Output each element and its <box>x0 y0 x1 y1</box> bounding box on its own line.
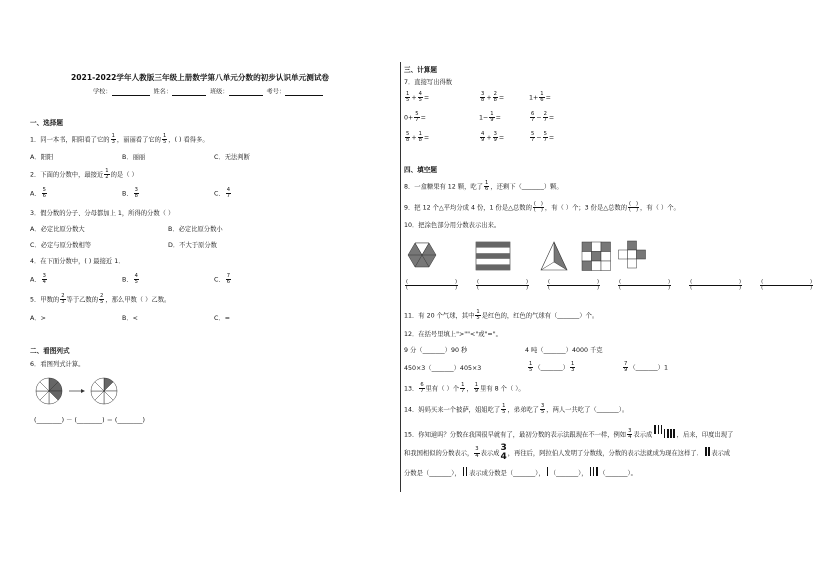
q1-option-c[interactable]: C．无法判断 <box>214 154 250 161</box>
school-field[interactable] <box>112 88 150 96</box>
q12-item-5[interactable]: $\frac{7}{9}$ （_______）1 <box>624 361 668 374</box>
q10-cross-shape <box>618 240 646 274</box>
grid-cell <box>592 261 602 271</box>
q9-fraction-blank-1[interactable]: $\frac{( )}{( )}$ <box>533 201 543 214</box>
calc-item[interactable]: $\frac{5}{8}$ + $\frac{1}{8}$ = <box>406 131 430 144</box>
question-8: 8．一盒糖果有 12 颗，吃了 $\frac{1}{6}$ ，还剩下（_______）颗。 <box>404 180 563 193</box>
q10-shapes <box>404 240 634 274</box>
q6-blank-2[interactable]: (________) <box>74 417 105 424</box>
q4-option-c[interactable]: C． $\frac{7}{6}$ <box>214 273 231 286</box>
question-14: 14．妈妈买来一个披萨，姐姐吃了 $\frac{1}{5}$ ，弟弟吃了 $\frac{3}{5}$ ，两人一共吃了（_______）。 <box>404 403 629 416</box>
q12-item-3[interactable]: 450×3（_______）405×3 <box>404 365 482 372</box>
q1-option-b[interactable]: B．丽丽 <box>122 154 146 161</box>
calc-item[interactable]: $\frac{3}{8}$ + $\frac{2}{8}$ = <box>481 91 505 104</box>
grid-cell <box>601 252 611 262</box>
question-7: 7．直接写出得数 <box>404 79 453 86</box>
calc-item[interactable]: $\frac{6}{7}$ − $\frac{2}{7}$ = <box>531 111 555 124</box>
q6-blank-1[interactable]: (________) <box>34 417 65 424</box>
calc-item[interactable]: 0+ $\frac{5}{7}$ = <box>404 111 426 124</box>
q4-option-a[interactable]: A． $\frac{3}{4}$ <box>30 273 46 286</box>
section-calculation: 三、计算题 <box>404 66 437 74</box>
grid-cell <box>601 242 611 252</box>
grid-cell <box>592 252 602 262</box>
rod-numeral-icon <box>654 425 664 444</box>
q2-option-c[interactable]: C． $\frac{4}{7}$ <box>214 187 231 200</box>
calc-item[interactable]: $\frac{1}{5}$ + $\frac{4}{5}$ = <box>406 91 430 104</box>
calc-item[interactable]: $\frac{4}{9}$ + $\frac{3}{9}$ = <box>481 131 505 144</box>
q10-answer-blanks[interactable]: $\frac{( )}{( )}$ $\frac{( )}{( )}$ $\frac{( )}{( )}$ $\frac{( )}{( )}$ $\frac{( )}{( )}$ $\frac{( )}{( )}$ <box>406 279 813 292</box>
question-2: 2．下面的分数中，最接近 $\frac{1}{2}$ 的是（ ） <box>30 168 138 181</box>
question-15-line-3: 分数是（_______）， 表示成分数是（_______）， （_______）， （_______）。 <box>404 467 637 479</box>
q1-option-a[interactable]: A．阳阳 <box>30 154 54 161</box>
question-1: 1．同一本书，阳阳看了它的 $\frac{1}{3}$ ，丽丽看了它的 $\frac{1}{5}$ ，( ) 看得多。 <box>30 133 209 146</box>
calc-item[interactable]: $\frac{5}{7}$ − $\frac{5}{7}$ = <box>531 131 555 144</box>
calc-grid <box>404 92 584 152</box>
q3-option-a[interactable]: A．必定比原分数大 <box>30 226 85 233</box>
grid-square-shape <box>582 242 611 271</box>
q9-fraction-blank-2[interactable]: $\frac{( )}{( )}$ <box>629 201 639 214</box>
question-3: 3．假分数的分子、分母都加上 1，所得的分数（ ） <box>30 210 175 217</box>
q12-item-4[interactable]: $\frac{1}{5}$ （_______） $\frac{1}{3}$ <box>529 361 575 374</box>
section-choice: 一、选择题 <box>30 119 63 127</box>
striped-rectangle-shape <box>476 242 510 270</box>
student-info-line: 学校： 姓名： 班级： 考号： <box>93 88 323 96</box>
grid-cell <box>582 261 592 271</box>
section-fill-blank: 四、填空题 <box>404 166 437 174</box>
name-field[interactable] <box>172 88 206 96</box>
q4-option-b[interactable]: B． $\frac{4}{5}$ <box>122 273 138 286</box>
q5-option-a[interactable]: A．> <box>30 315 46 322</box>
question-11: 11．有 20 个气球，其中 $\frac{1}{5}$ 是红色的，红色的气球有（_______）个。 <box>404 309 599 322</box>
question-13: 13． $\frac{6}{7}$ 里有（ ）个 $\frac{1}{7}$ ， $\frac{1}{9}$ 里有 8 个（ ）。 <box>404 382 525 395</box>
rod-numeral-icon <box>590 467 600 479</box>
q6-blank-3[interactable]: (________) <box>114 417 145 424</box>
q2-option-b[interactable]: B． $\frac{3}{8}$ <box>122 187 138 200</box>
arrow-icon <box>69 389 85 393</box>
question-15-line-2: 和我国相似的分数表示， $\frac{3}{4}$ 表示成 3 4 ，再往后，阿拉伯人发明了分数线，分数的表示法就成为现在这样了． 表示成 <box>404 443 731 462</box>
q5-option-c[interactable]: C．= <box>214 315 230 322</box>
class-field[interactable] <box>229 88 263 96</box>
question-4: 4．在下面分数中，( ) 最接近 1． <box>30 258 125 265</box>
grid-cell <box>601 261 611 271</box>
triangle-shape <box>541 242 567 270</box>
grid-cell <box>592 242 602 252</box>
q12-item-2[interactable]: 4 吨（_______）4000 千克 <box>525 347 603 354</box>
question-5: 5．甲数的 $\frac{2}{3}$ 等于乙数的 $\frac{2}{5}$ ，那么甲数（ ）乙数。 <box>30 293 171 306</box>
q6-equation: (________) － (________) ＝ (________) <box>34 417 145 424</box>
question-15-line-1: 15．你知道吗？分数在我国很早就有了，最初分数的表示法跟现在不一样，例如 $\frac{3}{4}$ 表示成 ，后来，印度出现了 <box>404 425 733 444</box>
question-9: 9．把 12 个△平均分成 4 份，1 份是△总数的 $\frac{( )}{( )}$ ，有（ ）个；3 份是△总数的 $\frac{( )}{( )}$ ，有（ ）个。 <box>404 201 680 214</box>
section-picture-equation: 二、看图列式 <box>30 347 70 355</box>
circle-1 <box>36 378 62 404</box>
q3-option-b[interactable]: B．必定比原分数小 <box>168 226 223 233</box>
q2-option-a[interactable]: A． $\frac{5}{6}$ <box>30 187 46 200</box>
exam-number-field[interactable] <box>285 88 323 96</box>
grid-cell <box>582 252 592 262</box>
grid-cell <box>582 242 592 252</box>
circle-2 <box>91 378 117 404</box>
question-12: 12．在括号里填上">""<"或"="。 <box>404 331 502 338</box>
rod-numeral-icon <box>664 429 677 441</box>
question-10: 10．把涂色部分用分数表示出来。 <box>404 222 501 229</box>
q3-option-d[interactable]: D．不大于原分数 <box>168 242 217 249</box>
question-6: 6．看图列式计算。 <box>30 361 85 368</box>
calc-item[interactable]: 1+ $\frac{1}{6}$ = <box>529 91 551 104</box>
column-divider <box>400 62 401 492</box>
q6-circle-diagram <box>34 376 130 406</box>
q12-item-1[interactable]: 9 分（_______）90 秒 <box>404 347 468 354</box>
q5-option-b[interactable]: B．< <box>122 315 138 322</box>
q3-option-c[interactable]: C．必定与原分数相等 <box>30 242 92 249</box>
exam-title: 2021-2022学年人教版三年级上册数学第八单元分数的初步认识单元测试卷 <box>70 73 330 82</box>
hexagon-shape <box>408 243 436 267</box>
calc-item[interactable]: 1− $\frac{1}{9}$ = <box>479 111 501 124</box>
